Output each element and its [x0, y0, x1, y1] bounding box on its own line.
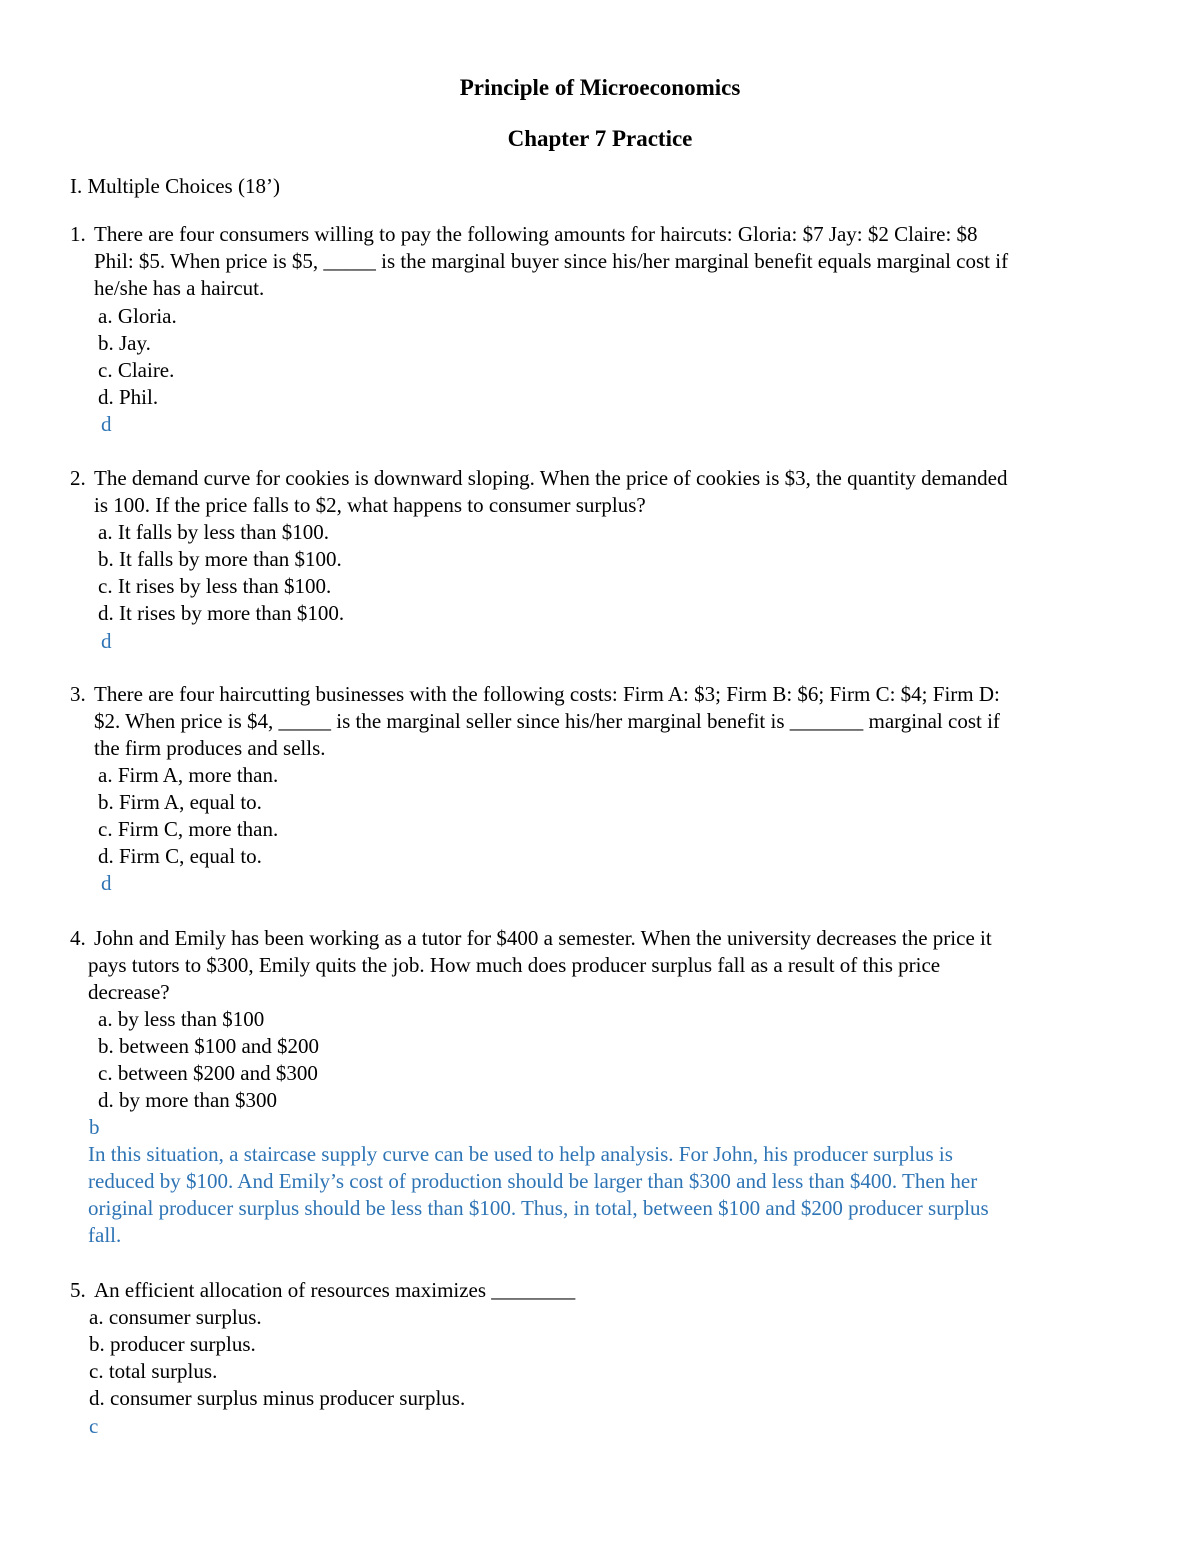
section-heading: I. Multiple Choices (18’) [70, 174, 280, 198]
stem-line: $2. When price is $4, _____ is the marginal seller since his/her marginal benefit is _______ marginal cost if [94, 709, 1000, 733]
stem-line: An efficient allocation of resources maximizes ________ [94, 1278, 576, 1302]
explanation-line: original producer surplus should be less than $100. Thus, in total, between $100 and $200 producer surplus [88, 1196, 989, 1220]
option-d: d. Firm C, equal to. [98, 844, 262, 868]
answer-key: d [101, 871, 112, 895]
question-number: 5. [70, 1278, 86, 1302]
stem-line: pays tutors to $300, Emily quits the job. How much does producer surplus fall as a result of this price [88, 953, 941, 977]
option-c: c. Claire. [98, 358, 175, 382]
explanation-line: In this situation, a staircase supply curve can be used to help analysis. For John, his producer surplus is [88, 1142, 953, 1166]
explanation-line: reduced by $100. And Emily’s cost of production should be larger than $300 and less than $400. Then her [88, 1169, 978, 1193]
stem-line: John and Emily has been working as a tutor for $400 a semester. When the university decreases the price it [94, 926, 992, 950]
question-stem [94, 925, 1144, 952]
answer-key: c [89, 1414, 99, 1438]
stem-line: is 100. If the price falls to $2, what happens to consumer surplus? [94, 493, 646, 517]
option-c: c. It rises by less than $100. [98, 574, 332, 598]
course-title: Principle of Microeconomics [459, 75, 741, 100]
option-d: d. It rises by more than $100. [98, 601, 345, 625]
stem-line: he/she has a haircut. [94, 276, 265, 300]
answer-explanation [88, 1141, 1128, 1249]
question-stem [94, 681, 1144, 762]
option-b: b. producer surplus. [89, 1332, 256, 1356]
option-b: b. between $100 and $200 [98, 1034, 320, 1058]
option-b: b. It falls by more than $100. [98, 547, 342, 571]
stem-line: decrease? [88, 980, 170, 1004]
stem-line: There are four haircutting businesses with the following costs: Firm A: $3; Firm B: $6; Firm C: $4; Firm D: [94, 682, 1000, 706]
option-a: a. It falls by less than $100. [98, 520, 329, 544]
answer-key: b [89, 1115, 100, 1139]
option-d: d. Phil. [98, 385, 159, 409]
question-stem [94, 221, 1144, 302]
option-d: d. consumer surplus minus producer surplus. [89, 1386, 466, 1410]
explanation-line: fall. [88, 1223, 122, 1247]
stem-line: Phil: $5. When price is $5, _____ is the marginal buyer since his/her marginal benefit equals marginal cost if [94, 249, 1009, 273]
question-number: 1. [70, 222, 86, 246]
option-a: a. consumer surplus. [89, 1305, 262, 1329]
question-number: 4. [70, 926, 86, 950]
option-c: c. between $200 and $300 [98, 1061, 318, 1085]
stem-line: There are four consumers willing to pay the following amounts for haircuts: Gloria: $7 Jay: $2 Claire: $8 [94, 222, 978, 246]
stem-line: The demand curve for cookies is downward sloping. When the price of cookies is $3, the quantity demanded [94, 466, 1008, 490]
option-d: d. by more than $300 [98, 1088, 278, 1112]
question-number: 3. [70, 682, 86, 706]
chapter-title: Chapter 7 Practice [507, 126, 693, 151]
question-number: 2. [70, 466, 86, 490]
question-stem-continued [88, 952, 1138, 1006]
stem-line: the firm produces and sells. [94, 736, 326, 760]
question-stem [94, 1277, 1144, 1304]
answer-key: d [101, 629, 112, 653]
option-a: a. Gloria. [98, 304, 177, 328]
answer-key: d [101, 412, 112, 436]
option-c: c. total surplus. [89, 1359, 218, 1383]
option-c: c. Firm C, more than. [98, 817, 279, 841]
option-a: a. by less than $100 [98, 1007, 265, 1031]
option-a: a. Firm A, more than. [98, 763, 279, 787]
option-b: b. Firm A, equal to. [98, 790, 262, 814]
option-b: b. Jay. [98, 331, 151, 355]
question-stem [94, 465, 1144, 519]
